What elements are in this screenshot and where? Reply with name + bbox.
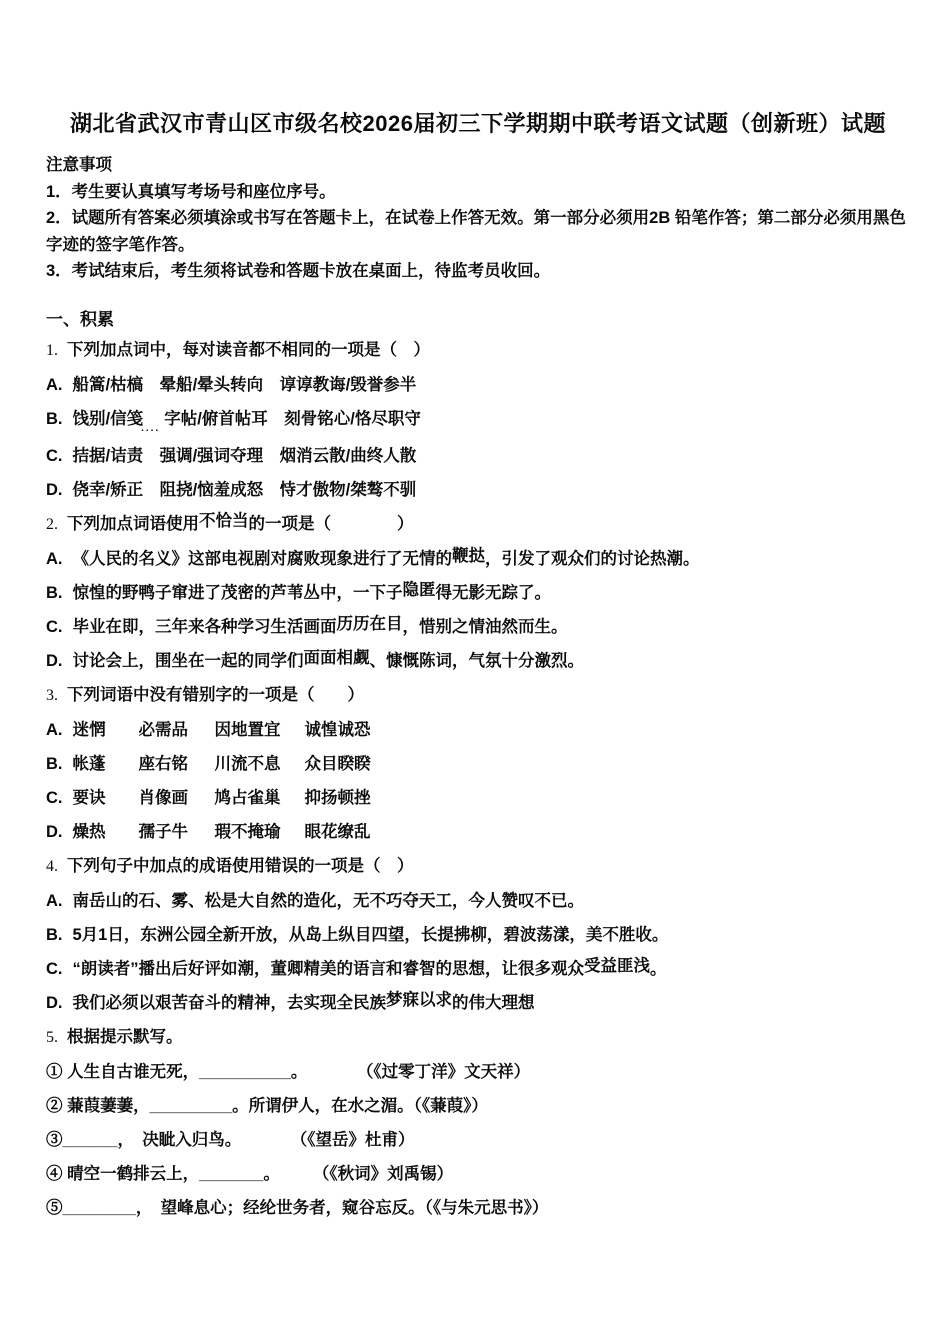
question-2 [46, 507, 910, 678]
q4-option-d-label: D. [46, 993, 63, 1012]
q4-option-d-emphasized-word: 梦寐以求 [386, 990, 452, 1009]
q5-line-1 [46, 1055, 910, 1089]
q4-option-c-pre: “朗读者”播出后好评如潮，董卿精美的语言和睿智的思想，让很多观众 [72, 959, 584, 978]
q5-line-3 [46, 1123, 910, 1157]
q3-option-a [46, 713, 910, 747]
q1-option-c-label: C. [46, 446, 63, 465]
section-heading-accumulation: 一、积累 [46, 309, 114, 329]
q4-option-c-post: 。 [650, 959, 667, 978]
q2-option-a [46, 542, 910, 576]
notice-item-1: 1．考生要认真填写考场号和座位序号。 [46, 182, 336, 201]
q2-stem [46, 507, 910, 542]
q2-option-b-emphasized-word: 隐匿 [402, 580, 436, 599]
q2-option-b-pre: 惊惶的野鸭子窜进了茂密的芦苇丛中，一下子 [72, 583, 403, 602]
q2-option-a-pre: 《人民的名义》这部电视剧对腐败现象进行了无情的 [72, 549, 452, 568]
q2-option-d-emphasized-word: 面面相觑 [303, 648, 370, 667]
q3-option-b-word-3: 川流不息 [214, 754, 281, 773]
q2-option-a-post: ，引发了观众们的讨论热潮。 [485, 549, 700, 568]
q1-option-d-text: 侥幸/矫正 阻挠/恼羞成怒 恃才傲物/桀骜不驯 [72, 480, 417, 499]
q5-line-1-text: ① 人生自古谁无死，__________。 （《过零丁洋》文天祥） [46, 1062, 531, 1081]
q4-stem-text: 下列句子中加点的成语使用错误的一项是（ ） [67, 856, 414, 875]
q1-option-a-text: 船篙/枯槁 晕船/晕头转向 谆谆教诲/毁誉参半 [72, 375, 417, 394]
q1-option-b-text-post: 字帖/俯首帖耳 刻骨铭心/恪尽职守 [164, 409, 421, 428]
q2-stem-pre: 下列加点词语使用 [67, 514, 199, 533]
q3-stem-text: 下列词语中没有错别字的一项是（ ） [67, 685, 364, 704]
q4-stem [46, 849, 910, 884]
q2-option-a-emphasized-word: 鞭挞 [452, 546, 485, 565]
q2-option-d-pre: 讨论会上，围坐在一起的同学们 [72, 651, 304, 670]
q4-option-d [46, 986, 910, 1020]
question-3 [46, 678, 910, 849]
q3-option-c-word-4: 抑扬顿挫 [304, 788, 371, 807]
exam-title: 湖北省武汉市青山区市级名校2026届初三下学期期中联考语文试题（创新班）试题 [70, 111, 886, 136]
q5-line-2-text: ② 蒹葭萋萋，_________。所谓伊人，在水之湄。（《蒹葭》） [46, 1096, 488, 1115]
q2-option-d-label: D. [46, 651, 63, 670]
q5-line-5-text: ⑤________， 望峰息心；经纶世务者，窥谷忘反。（《与朱元思书》） [46, 1198, 549, 1217]
q3-option-c-label: C. [46, 788, 63, 807]
q4-option-a-text: 南岳山的石、雾、松是大自然的造化，无不巧夺天工，今人赞叹不已。 [72, 891, 584, 910]
q4-option-c-label: C. [46, 959, 63, 978]
q4-number: 4. [46, 857, 58, 875]
q3-option-a-label: A. [46, 720, 63, 739]
q2-number: 2. [46, 515, 58, 533]
question-4 [46, 849, 910, 1020]
q3-option-d-word-2: 孺子牛 [138, 822, 188, 841]
q3-option-b-word-4: 众目睽睽 [304, 754, 371, 773]
q1-stem-text: 下列加点词中，每对读音都不相同的一项是（ ） [67, 340, 430, 359]
q5-stem-text: 根据提示默写。 [67, 1027, 183, 1046]
q1-option-d-label: D. [46, 480, 63, 499]
q3-option-a-word-3: 因地置宜 [214, 720, 281, 739]
notice-item-2: 2．试题所有答案必须填涂或书写在答题卡上，在试卷上作答无效。第一部分必须用2B 铅笔作答；第二部分必须用黑色字迹的签字笔作答。 [46, 209, 906, 254]
q3-option-d [46, 815, 910, 849]
q2-option-b-post: 得无影无踪了。 [435, 583, 551, 602]
q1-option-c [46, 439, 910, 473]
q2-option-c [46, 610, 910, 644]
q3-option-d-word-3: 瑕不掩瑜 [214, 822, 281, 841]
q4-option-a [46, 884, 910, 918]
q2-option-b [46, 576, 910, 610]
q3-option-a-word-4: 诚惶诚恐 [304, 720, 371, 739]
question-1 [46, 333, 910, 507]
q3-option-a-word-2: 必需品 [138, 720, 188, 739]
q3-option-b-word-1: 帐蓬 [72, 754, 106, 773]
q2-stem-post: 的一项是（ ） [248, 514, 414, 533]
q1-option-b-text-pre: 饯别/信笺 [72, 409, 144, 428]
q3-option-c-word-2: 肖像画 [138, 788, 188, 807]
q5-line-3-text: ③______， 决眦入归鸟。 （《望岳》杜甫） [46, 1130, 415, 1149]
q3-option-c-word-1: 要诀 [72, 788, 106, 807]
q3-option-d-label: D. [46, 822, 63, 841]
q2-stem-emphasized-word: 不恰当 [199, 511, 249, 530]
q2-option-c-label: C. [46, 617, 63, 636]
q2-option-c-emphasized-word: 历历在目 [336, 614, 403, 633]
q5-line-5 [46, 1191, 910, 1225]
q1-option-b-label: B. [46, 409, 63, 428]
q3-option-c [46, 781, 910, 815]
q3-stem [46, 678, 910, 713]
q3-option-d-word-1: 燥热 [72, 822, 106, 841]
q5-line-4 [46, 1157, 910, 1191]
q3-option-d-word-4: 眼花缭乱 [304, 822, 371, 841]
q2-option-d [46, 644, 910, 678]
q4-option-d-post: 的伟大理想 [452, 993, 535, 1012]
q1-option-a [46, 368, 910, 402]
q2-option-c-pre: 毕业在即，三年来各种学习生活画面 [72, 617, 337, 636]
q3-option-c-word-3: 鸠占雀巢 [214, 788, 281, 807]
q4-option-c [46, 952, 910, 986]
notice-item-3: 3．考试结束后，考生须将试卷和答题卡放在桌面上，待监考员收回。 [46, 262, 551, 280]
q3-option-a-word-1: 迷惘 [72, 720, 106, 739]
q4-option-b-label: B. [46, 925, 63, 944]
q4-option-b-text: 5月1日，东洲公园全新开放，从岛上纵目四望，长提拂柳，碧波荡漾，美不胜收。 [72, 925, 669, 944]
q3-number: 3. [46, 686, 58, 704]
q3-option-b [46, 747, 910, 781]
q3-option-b-word-2: 座右铭 [138, 754, 188, 773]
q2-option-c-post: ，惜别之情油然而生。 [402, 617, 568, 636]
q1-stem [46, 333, 910, 368]
q5-line-2 [46, 1089, 910, 1123]
q2-option-d-post: 、慷慨陈词，气氛十分激烈。 [369, 651, 584, 670]
q2-option-a-label: A. [46, 549, 63, 568]
q3-option-b-label: B. [46, 754, 63, 773]
notice-section [46, 152, 910, 285]
q5-line-4-text: ④ 晴空一鹤排云上，_______。 （《秋词》刘禹锡） [46, 1164, 454, 1183]
question-5 [46, 1020, 910, 1225]
q5-number: 5. [46, 1028, 58, 1046]
notice-heading: 注意事项 [46, 156, 112, 174]
q1-option-b [46, 402, 910, 439]
q1-option-c-text: 拮据/诘责 强调/强词夺理 烟消云散/曲终人散 [72, 446, 417, 465]
q1-option-d [46, 473, 910, 507]
q1-option-a-label: A. [46, 375, 63, 394]
q4-option-d-pre: 我们必须以艰苦奋斗的精神，去实现全民族 [72, 993, 386, 1012]
q4-option-c-emphasized-word: 受益匪浅 [584, 956, 650, 975]
q5-stem [46, 1020, 910, 1055]
q1-number: 1. [46, 341, 58, 359]
emphasis-dots: .... [141, 422, 161, 434]
q4-option-b [46, 918, 910, 952]
q4-option-a-label: A. [46, 891, 63, 910]
q2-option-b-label: B. [46, 583, 63, 602]
